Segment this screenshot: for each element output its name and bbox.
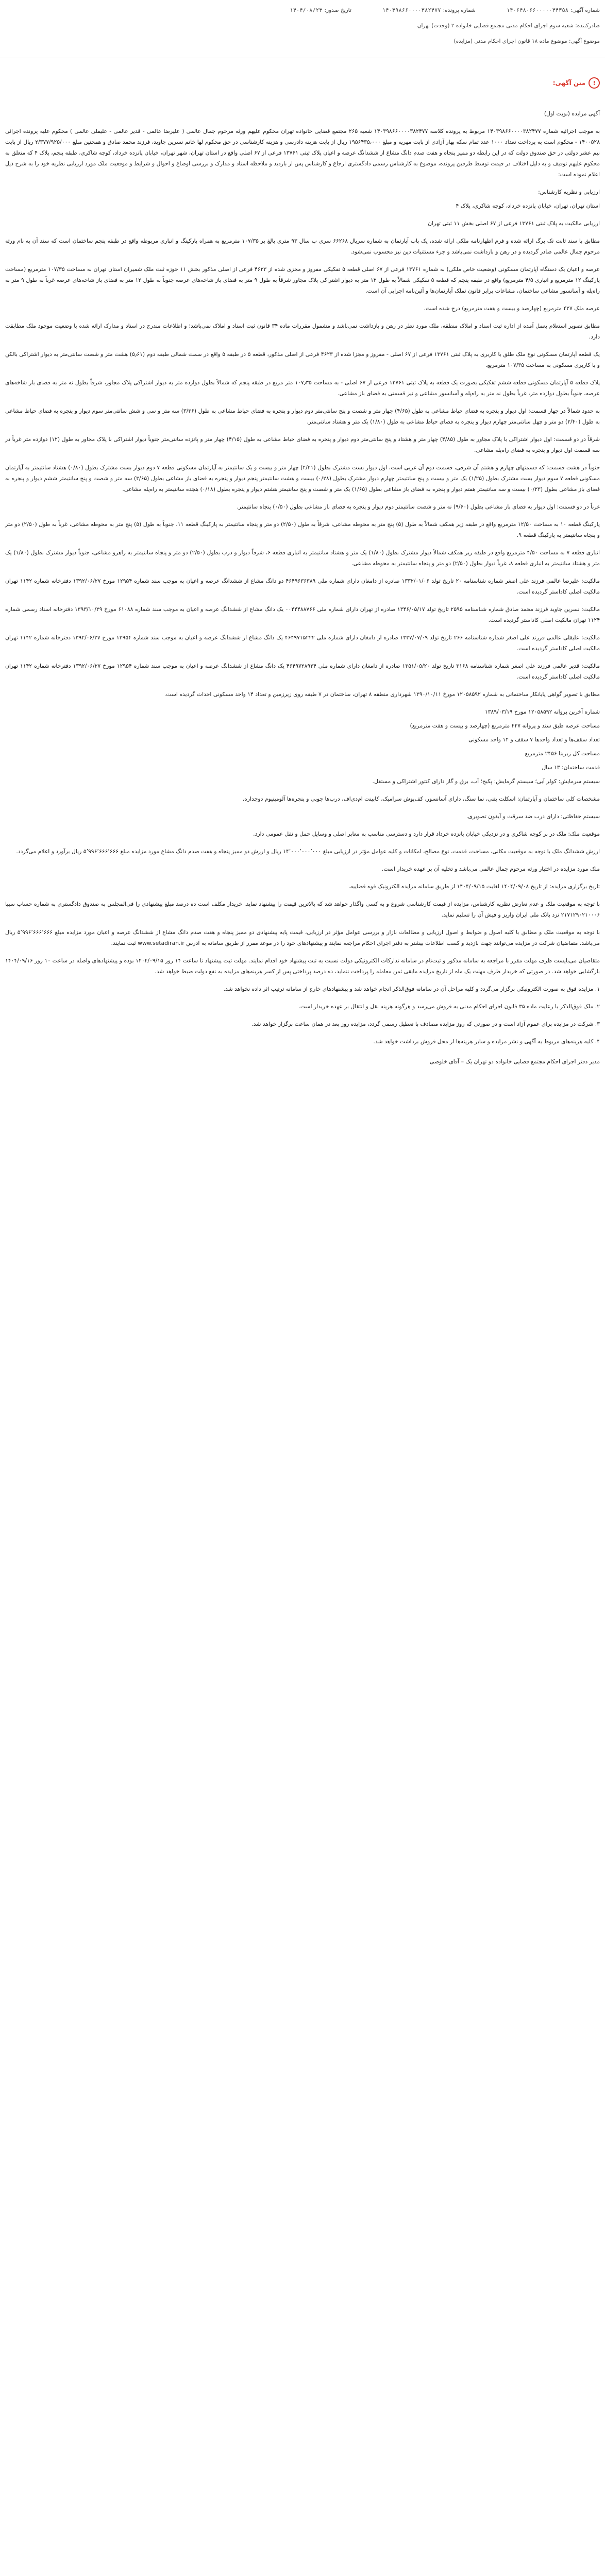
- notice-number-value: ۱۴۰۶۴۸۰۶۶۰۰۰۰۰۴۴۳۵۸: [506, 7, 568, 13]
- paragraph: مطابق با تصویر گواهی پایانکار ساختمانی به شماره ۱۲۰۵۸۵۹۲ مورخ ۱۳۹۰/۱۰/۱۱ شهرداری منطقه ۸ تهران، ساختمان در ۷ طبقه روی زیرزمین و تعداد ۱۴ واحد مسکونی احداث گردیده است.: [164, 691, 600, 698]
- paragraph: با توجه به موقعیت ملک و مطابق با کلیه اصول و ضوابط و اصول ارزیابی و مطالعات بازار و بررسی عوامل مؤثر در ارزیابی، قیمت پایه پیشنهادی دو ممیز پنجاه و هفت صدم دانگ مشاع از ششدانگ عرصه و اعیان مورد مزایده مبلغ ۵٬۹۹۶٬۶۶۶٬۶۶۶ ریال می‌باشد. متقاضیان شرکت در مزایده می‌توانند جهت بازدید و کسب اطلاعات بیشتر به دفتر اجرای احکام مراجعه نمایند و پیشنهادهای خود را در موعد مقرر از طریق سامانه به آدرس www.setadiran.ir ثبت نمایند.: [5, 929, 600, 946]
- paragraph: ارزیابی مالکیت به پلاک ثبتی ۱۳۷۶۱ فرعی از ۶۷ اصلی بخش ۱۱ ثبتی تهران: [428, 220, 600, 227]
- info-icon: !: [589, 77, 600, 89]
- paragraph: شماره آخرین پروانه ۱۲۰۵۸۵۹۲ مورخ ۱۳۸۹/۰۳/۱۹: [484, 708, 600, 715]
- paragraph: سیستم سرمایش: کولر آبی؛ سیستم گرمایش: پکیج؛ آب، برق و گاز دارای کنتور اشتراکی و مستقل.: [372, 778, 600, 785]
- notice-section-label: متن آگهی:: [552, 79, 585, 87]
- notice-number-label: شماره آگهی:: [570, 7, 600, 13]
- paragraph: شرقاً در دو قسمت: اول دیوار اشتراکی با پلاک مجاور به طول (۴/۸۵) چهار متر و هشتاد و پنج سانتی‌متر دوم دیوار و پنجره به فضای حیاط مشاعی به طول (۴/۱۵) چهار متر و پانزده سانتی‌متر جنوباً دیوار اشتراکی با پلاک مجاور به طول (۱۲) دوازده متر غرباً در سه قسمت اول دیوار و پنجره به فضای راه‌پله مشاعی.: [5, 436, 600, 453]
- auction-title: آگهی مزایده (نوبت اول): [544, 110, 600, 117]
- subject-label: موضوع آگهی:: [568, 38, 600, 44]
- paragraph: ارزش ششدانگ ملک با توجه به موقعیت مکانی، مساحت، قدمت، نوع مصالح، امکانات و کلیه عوامل مؤثر در ارزیابی مبلغ ۱۴٬۰۰۰٬۰۰۰٬۰۰۰ ریال و ارزش دو ممیز پنجاه و هفت صدم دانگ مشاع مورد مزایده مبلغ ۵٬۹۹۶٬۶۶۶٬۶۶۶ ریال برآورد و اعلام می‌گردد.: [16, 848, 600, 855]
- paragraph: با توجه به موقعیت ملک و عدم تعارض نظریه کارشناس، مزایده از قیمت کارشناسی شروع و به کسی واگذار خواهد شد که بالاترین قیمت را پیشنهاد نماید. خریدار مکلف است ده درصد مبلغ پیشنهادی را فی‌المجلس به صندوق دادگستری به شماره حساب سیبا ۲۱۷۱۲۹۰۲۱۰۰۰۶ نزد بانک ملی ایران واریز و فیش آن را تسلیم نماید.: [5, 901, 600, 918]
- issue-date-label: تاریخ صدور:: [324, 7, 351, 13]
- notice-body: [5, 108, 600, 1074]
- paragraph: پلاک قطعه ۵ آپارتمان مسکونی قطعه ششم تفکیکی بصورت یک قطعه به پلاک ثبتی ۱۳۷۶۱ فرعی از ۶۷ اصلی - به مساحت ۱۰۷٫۳۵ متر مربع در طبقه پنجم که شمالاً بطول دوازده متر به دیوار اشتراکی پلاک مجاور، شرقاً بطول نه متر به فضای باز شاخه‌های عرصه، جنوباً بطول دوازده متر، غرباً بطول نه متر به راه‌پله و آسانسور مشاعی و نیز قسمتی به فضای باز مشاعی.: [5, 379, 600, 397]
- case-number: [382, 7, 476, 13]
- paragraph: متقاضیان می‌بایست ظرف مهلت مقرر با مراجعه به سامانه مذکور و ثبت‌نام در سامانه تدارکات الکترونیکی دولت نسبت به ثبت پیشنهاد خود اقدام نمایند. مهلت ثبت پیشنهاد تا ساعت ۱۴ روز ۱۴۰۴/۰۹/۱۵ بوده و پیشنهادهای واصله در ساعت ۱۰ روز ۱۴۰۴/۰۹/۱۶ بازگشایی خواهد شد. در صورتی که خریدار ظرف مهلت یک ماه از تاریخ مزایده مابقی ثمن معامله را پرداخت ننماید، ده درصد پرداختی پس از کسر هزینه‌های مزایده به نفع دولت ضبط خواهد شد.: [5, 957, 600, 975]
- paragraph: غرباً در دو قسمت: اول دیوار به فضای باز مشاعی بطول (۹/۶۰) نه متر و شصت سانتیمتر دوم دیوار و پنجره به فضای باز مشاعی بطول (۰/۵۰) پنجاه سانتیمتر.: [237, 503, 600, 510]
- paragraph: ۲. ملک فوق‌الذکر با رعایت ماده ۳۵ قانون اجرای احکام مدنی به فروش می‌رسد و هرگونه هزینه نقل و انتقال بر عهده خریدار است.: [298, 1003, 600, 1010]
- paragraph: انباری قطعه ۷ به مساحت ۴/۵۰ مترمربع واقع در طبقه زیر همکف شمالاً دیوار مشترک بطول (۱/۸۰) یک متر و هشتاد سانتیمتر به انباری قطعه ۶، شرقاً دیوار و درب بطول (۲/۵۰) دو متر و پنجاه سانتیمتر به راهرو مشاعی، جنوباً دیوار مشترک بطول (۱/۸۰) یک متر و هشتاد سانتیمتر به انباری قطعه ۸، غرباً دیوار بطول (۲/۵۰) دو متر و پنجاه سانتیمتر به محوطه مشاعی.: [5, 549, 600, 567]
- paragraph: یک قطعه آپارتمان مسکونی نوع ملک طلق با کاربری به پلاک ثبتی ۱۳۷۶۱ فرعی از ۶۷ اصلی - مفروز و مجزا شده از ۴۶۲۳ فرعی از اصلی مذکور، قطعه ۵ در طبقه ۵ واقع در سمت شمالی طبقه دوم (۵٫۶۱) هشت متر و شصت سانتی‌متر به دیوار اشتراکی بالکن و با کاربری مسکونی به مساحت ۱۰۷/۳۵ مترمربع.: [5, 351, 600, 368]
- paragraph: جنوباً در هشت قسمت: که قسمتهای چهارم و هشتم آن شرقی، قسمت دوم آن غربی است، اول دیوار بست مشترک بطول (۴/۲۱) چهار متر و بیست و یک سانتیمتر به آپارتمان مسکونی قطعه ۷ دوم دیوار بست مشترک بطول (۰/۸۰) هشتاد سانتیمتر به آپارتمان مسکونی قطعه ۷ سوم دیوار بست مشترک بطول (۱/۲۵) یک متر و بیست و پنج سانتیمتر چهارم دیوار مشترک بطول (۰/۲۸) بیست و هشت سانتیمتر پنجم دیوار و پنجره به فضای باز مشاعی بطول (۳/۶۵) سه متر و شصت و پنج سانتیمتر ششم دیوار و پنجره به فضای باز مشاعی بطول (۰/۲۳) بیست و سه سانتیمتر هفتم دیوار و پنجره به فضای باز مشاعی بطول (۱/۶۵) یک متر و شصت و پنج سانتیمتر هشتم دیوار و پنجره بطول (۰/۱۸) هجده سانتیمتر به راه‌پله مشاعی.: [5, 464, 600, 493]
- subject-row: [0, 38, 605, 44]
- paragraph: سیستم حفاظتی: دارای درب ضد سرقت و آیفون تصویری.: [466, 813, 600, 820]
- paragraph: ارزیابی و نظریه کارشناس:: [538, 189, 600, 195]
- issue-date: [290, 7, 351, 13]
- paragraph: ۴. کلیه هزینه‌های مربوط به آگهی و نشر مزایده و سایر هزینه‌ها از محل فروش برداشت خواهد شد.: [373, 1038, 600, 1045]
- notice-section-title: [553, 77, 600, 89]
- paragraph: به موجب اجرائیه شماره ۱۴۰۳۹۸۶۶۰۰۰۰۳۸۲۴۷۷ مربوط به پرونده کلاسه ۱۴۰۳۹۸۶۶۰۰۰۰۳۸۲۴۷۷ شعبه ۲۶۵ مجتمع قضایی خانواده تهران محکوم علیهم ورثه مرحوم جمال عالمی ( علیرضا عالمی - قدیر عالمی - علیقلی عالمی ) محکوم علیه پرونده اجرائی ۱۴۰۰۵۲۸ - محکوم است به پرداخت تعداد ۱۰۰۰ عدد تمام سکه بهار آزادی از بابت مهریه و مبلغ ۱۹۵۶۴۳۵،۰۰۰ ریال از بابت هزینه دادرسی و هزینه کارشناسی در حق محکوم لها خانم نسرین جاوید، فرزند محمد صادق و همچنین مبلغ ۲/۳۷۷/۹۲۵/۰۰۰ ریال از بابت نیم عشر دولتی در حق صندوق دولت که در این رابطه دو ممیز پنجاه و هفت صدم دانگ مشاع از ششدانگ عرصه و اعیان پلاک ثبتی ۱۳۷۶۱ فرعی از ۶۷ اصلی واقع در استان تهران، شهر تهران، خیابان پانزده خرداد، کوچه شاکری، طبقه پنجم، پلاک ۴ که متعلق به محکوم علیهم توقیف و به دلیل اختلاف در قیمت توسط طرفین پرونده، موضوع به کارشناس رسمی دادگستری ارجاع و کارشناس پس از بازدید و ملاحظه اسناد و مدارک و بررسی اوضاع و احوال و شرایط و موقعیت ملک مورد ارزیابی نظریه خود را به شرح ذیل اعلام نموده است:: [5, 128, 600, 178]
- paragraph: مطابق با سند ثابت تک برگ ارائه شده و فرم اظهارنامه ملکی ارائه شده، یک باب آپارتمان به شماره سریال ۶۶۲۶۸ سری ب سال ۹۳ متری بالغ بر ۱۰۷/۳۵ مترمربع به همراه پارکینگ و انباری مربوطه واقع در طبقه پنجم ساختمان است که سند آن به نام ورثه مرحوم جمال عالمی صادر گردیده و در رهن و بازداشت نمی‌باشد و جزء مستثنیات دین نیز محسوب نمی‌شود.: [5, 238, 600, 255]
- paragraph: پارکینگ قطعه ۱۰ به مساحت ۱۲/۵۰ مترمربع واقع در طبقه زیر همکف شمالاً به طول (۵) پنج متر به محوطه مشاعی، شرقاً به طول (۲/۵۰) دو متر و پنجاه سانتیمتر به پارکینگ قطعه ۱۱، جنوباً به طول (۵) پنج متر به محوطه مشاعی، غرباً به طول (۲/۵۰) دو متر و پنجاه سانتیمتر به پارکینگ قطعه ۹.: [5, 521, 600, 538]
- paragraph: مطابق تصویر استعلام بعمل آمده از اداره ثبت اسناد و املاک منطقه، ملک مورد نظر در رهن و بازداشت نمی‌باشد و مشمول مقررات ماده ۳۴ قانون ثبت اسناد و املاک نمی‌باشد؛ و اطلاعات مندرج در اسناد و مدارک ارائه شده با وضعیت موجود ملک مطابقت دارد.: [5, 323, 600, 340]
- paragraph: ۳. شرکت در مزایده برای عموم آزاد است و در صورتی که روز مزایده مصادف با تعطیل رسمی گردد، مزایده روز بعد در همان ساعت برگزار خواهد شد.: [251, 1021, 600, 1027]
- paragraph: ۱. مزایده فوق به صورت الکترونیکی برگزار می‌گردد و کلیه مراحل آن در سامانه فوق‌الذکر انجام خواهد شد و پیشنهادهای خارج از سامانه ترتیب اثر داده نخواهد شد.: [223, 986, 600, 992]
- case-number-label: شماره پرونده:: [443, 7, 476, 13]
- paragraph: تعداد سقف‌ها و تعداد واحدها ۷ سقف و ۱۴ واحد مسکونی: [468, 736, 600, 743]
- agency-value: شعبه سوم اجرای احکام مدنی مجتمع قضایی خانواده ۲ (وحدت) تهران: [417, 23, 574, 29]
- signature-line: مدیر دفتر اجرای احکام مجتمع قضایی خانواده دو تهران یک – آقای خلوصی: [429, 1058, 600, 1065]
- paragraph: مساحت عرصه طبق سند و پروانه ۴۲۷ مترمربع (چهارصد و بیست و هفت مترمربع): [410, 722, 600, 729]
- meta-row: [0, 7, 605, 13]
- paragraph: ملک مورد مزایده در اختیار ورثه مرحوم جمال عالمی می‌باشد و تخلیه آن بر عهده خریدار است.: [381, 866, 600, 872]
- issue-date-value: ۱۴۰۴/۰۸/۲۳: [290, 7, 323, 13]
- paragraph: استان تهران، تهران، خیابان پانزده خرداد، کوچه شاکری، پلاک ۴: [456, 202, 600, 209]
- paragraph: عرصه و اعیان یک دستگاه آپارتمان مسکونی (وضعیت خاص ملکی) به شماره ۱۳۷۶۱ فرعی از ۶۷ اصلی قطعه ۵ تفکیکی مفروز و مجزی شده از ۴۶۲۳ فرعی از اصلی مذکور بخش ۱۱ حوزه ثبت ملک شمیران استان تهران به مساحت ۱۰۷/۳۵ مترمربع (مساحت پارکینگ ۱۲ مترمربع و انباری ۴/۵ مترمربع) واقع در طبقه پنجم که قطعه ۵ تفکیکی شمالاً به طول ۱۲ متر به دیوار اشتراکی پلاک مجاور شرقاً به طول ۹ متر به فضای باز شاخه‌های عرصه جنوباً به طول ۱۲ متر به فضای باز شاخه‌های عرصه غرباً به طول ۹ متر به راه‌پله و آسانسور مشاعی ساختمان، مشاعات برابر قانون تملک آپارتمان‌ها و آئین‌نامه اجرایی آن است.: [5, 266, 600, 294]
- paragraph: موقعیت ملک: ملک در بر کوچه شاکری و در نزدیکی خیابان پانزده خرداد قرار دارد و دسترسی مناسب به معابر اصلی و وسایل حمل و نقل عمومی دارد.: [253, 831, 600, 837]
- case-number-value: ۱۴۰۳۹۸۶۶۰۰۰۰۳۸۲۴۷۷: [382, 7, 441, 13]
- paragraph: مالکیت: علیرضا عالمی فرزند علی اصغر شماره شناسنامه ۲۰ تاریخ تولد ۱۳۳۲/۰۱/۰۶ صادره از دامغان دارای شماره ملی ۴۶۴۹۶۳۶۳۸۹ دو دانگ مشاع از ششدانگ عرصه و اعیان به موجب سند شماره ۱۲۹۵۴ مورخ ۱۳۹۲/۰۶/۲۷ دفترخانه شماره ۱۱۴۲ تهران مالکیت اصلی کاداستر گردیده است.: [5, 578, 600, 595]
- notice-number: [507, 7, 600, 13]
- paragraph: مالکیت: علیقلی عالمی فرزند علی اصغر شماره شناسنامه ۲۶۶ تاریخ تولد ۱۳۳۷/۰۷/۰۹ صادره از دامغان دارای شماره ملی ۴۶۴۹۷۱۵۲۲۲ یک دانگ مشاع از ششدانگ عرصه و اعیان به موجب سند شماره ۱۲۹۵۴ مورخ ۱۳۹۲/۰۶/۲۷ دفترخانه شماره ۱۱۴۲ تهران مالکیت اصلی کاداستر گردیده است.: [5, 634, 600, 652]
- subject-value: موضوع ماده ۱۸ قانون اجرای احکام مدنی (مزایده): [453, 38, 567, 44]
- paragraph: تاریخ برگزاری مزایده: از تاریخ ۱۴۰۴/۰۹/۰۸ لغایت ۱۴۰۴/۰۹/۱۵ از طریق سامانه مزایده الکترونیک قوه قضاییه.: [348, 883, 600, 890]
- paragraph: مساحت کل زیربنا ۲۴۵۶ مترمربع: [525, 750, 600, 757]
- paragraph: مالکیت: نسرین جاوید فرزند محمد صادق شماره شناسنامه ۲۵۹۵ تاریخ تولد ۱۳۴۶/۰۵/۱۷ صادره از تهران دارای شماره ملی ۰۰۴۴۴۸۸۷۶۶ یک دانگ مشاع از ششدانگ عرصه و اعیان به موجب سند شماره ۶۱۰۸۸ مورخ ۱۳۹۳/۱۰/۲۹ دفترخانه اسناد رسمی شماره ۱۱۲۴ تهران مالکیت اصلی کاداستر گردیده است.: [5, 606, 600, 623]
- agency-label: صادرکننده:: [575, 23, 600, 29]
- paragraph: عرصه ملک ۴۲۷ مترمربع (چهارصد و بیست و هفت مترمربع) درج شده است.: [424, 305, 600, 312]
- agency-row: [0, 23, 605, 29]
- notice-header: [0, 0, 605, 58]
- paragraph: مالکیت: قدیر عالمی فرزند علی اصغر شماره شناسنامه ۳۱۶۸ تاریخ تولد ۱۳۵۱/۰۵/۲۰ صادره از دامغان دارای شماره ملی ۴۶۴۹۷۲۸۹۲۴ یک دانگ مشاع از ششدانگ عرصه و اعیان به موجب سند شماره ۱۲۹۵۴ مورخ ۱۳۹۲/۰۶/۲۷ دفترخانه شماره ۱۱۴۲ تهران مالکیت اصلی کاداستر گردیده است.: [5, 663, 600, 680]
- paragraph: قدمت ساختمان: ۱۳ سال: [542, 764, 600, 771]
- paragraph: به حدود شمالاً در چهار قسمت: اول دیوار و پنجره به فضای حیاط مشاعی به طول (۴/۶۵) چهار متر و شصت و پنج سانتی‌متر دوم دیوار و پنجره به فضای حیاط مشاعی به طول (۳/۳۶) سه متر و سی و شش سانتی‌متر سوم دیوار و پنجره به فضای حیاط مشاعی به طول (۲/۴۰) دو متر و چهل سانتی‌متر چهارم دیوار و پنجره به فضای حیاط مشاعی به طول (۱/۸۰) یک متر و هشتاد سانتی‌متر.: [5, 408, 600, 425]
- paragraph: مشخصات کلی ساختمان و آپارتمان: اسکلت بتنی، نما سنگ، دارای آسانسور، کف‌پوش سرامیک، کابینت ام‌دی‌اف، درب‌ها چوبی و پنجره‌ها آلومینیوم دوجداره.: [242, 795, 600, 802]
